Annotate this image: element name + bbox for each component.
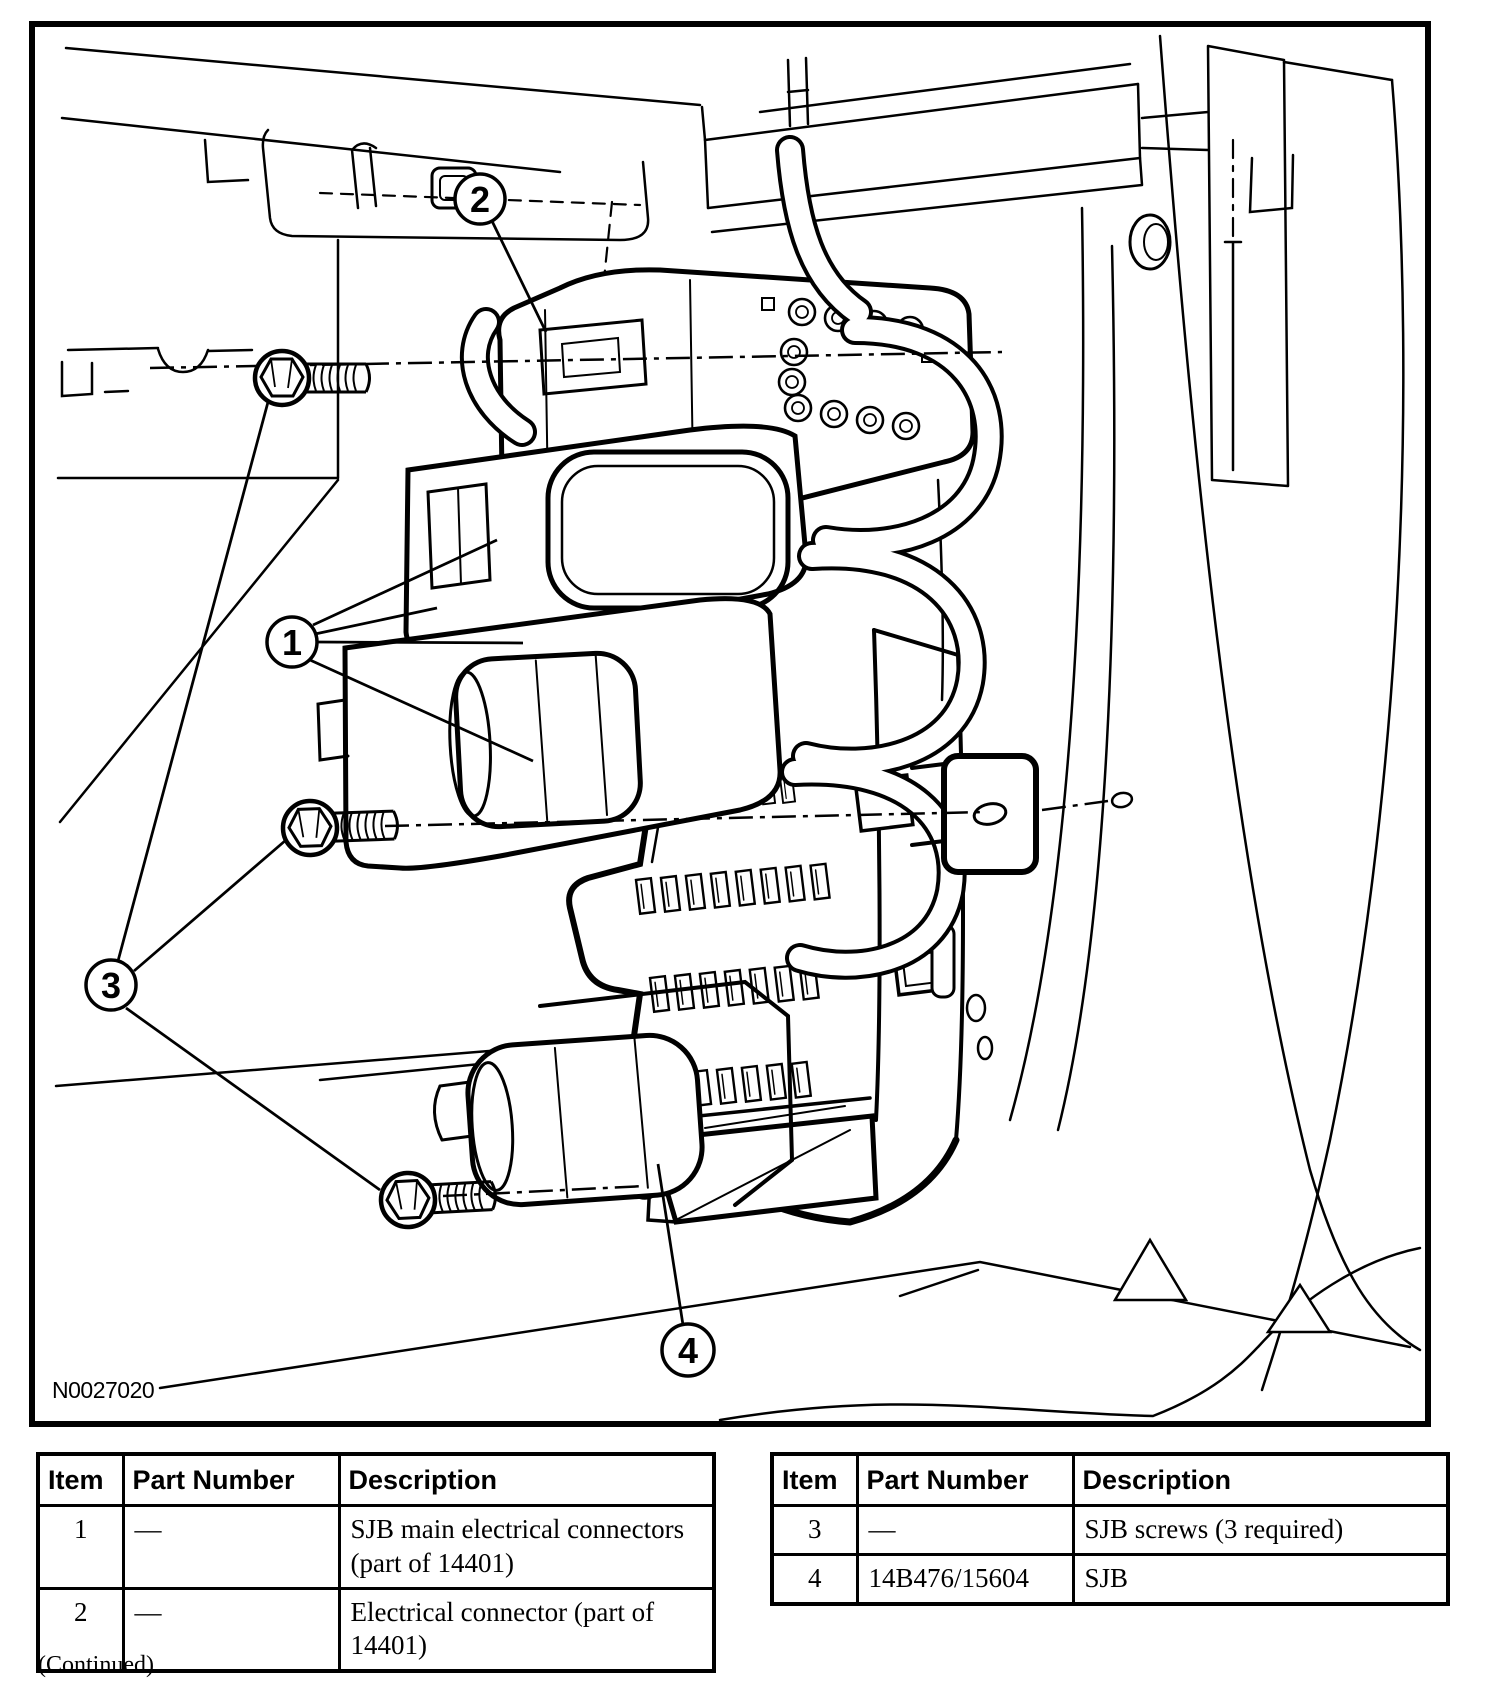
cell-description: SJB xyxy=(1073,1554,1448,1603)
header-item: Item xyxy=(772,1454,857,1506)
callout-2-number: 2 xyxy=(469,179,491,220)
cell-part-number: 14B476/15604 xyxy=(857,1554,1073,1603)
cell-item: 3 xyxy=(772,1506,857,1555)
header-description: Description xyxy=(339,1454,714,1506)
table-row xyxy=(772,1554,1448,1603)
cell-part-number: — xyxy=(123,1588,339,1671)
cell-item: 4 xyxy=(772,1554,857,1603)
callout-1-number: 1 xyxy=(281,622,303,663)
table-header-row xyxy=(772,1454,1448,1506)
callout-4-number: 4 xyxy=(677,1330,699,1371)
parts-table-right xyxy=(770,1452,1450,1606)
callout-3 xyxy=(86,960,136,1010)
header-part-number: Part Number xyxy=(123,1454,339,1506)
figure-image-id: N0027020 xyxy=(52,1377,155,1403)
table-row xyxy=(772,1506,1448,1555)
cell-part-number: — xyxy=(857,1506,1073,1555)
cell-description: Electrical connector (part of 14401) xyxy=(339,1588,714,1671)
cell-item: 1 xyxy=(38,1506,123,1589)
callout-2 xyxy=(455,174,505,224)
header-description: Description xyxy=(1073,1454,1448,1506)
table-header-row xyxy=(38,1454,714,1506)
cell-description: SJB screws (3 required) xyxy=(1073,1506,1448,1555)
table-row xyxy=(38,1506,714,1589)
callout-4 xyxy=(662,1324,714,1376)
parts-table-left xyxy=(36,1452,716,1673)
callout-1 xyxy=(267,617,317,667)
cell-description: SJB main electrical connectors (part of 14401) xyxy=(339,1506,714,1589)
header-item: Item xyxy=(38,1454,123,1506)
cell-item: 2 xyxy=(38,1588,123,1671)
cell-part-number: — xyxy=(123,1506,339,1589)
callout-3-number: 3 xyxy=(100,965,122,1006)
header-part-number: Part Number xyxy=(857,1454,1073,1506)
continued-note: (Continued) xyxy=(38,1652,154,1678)
